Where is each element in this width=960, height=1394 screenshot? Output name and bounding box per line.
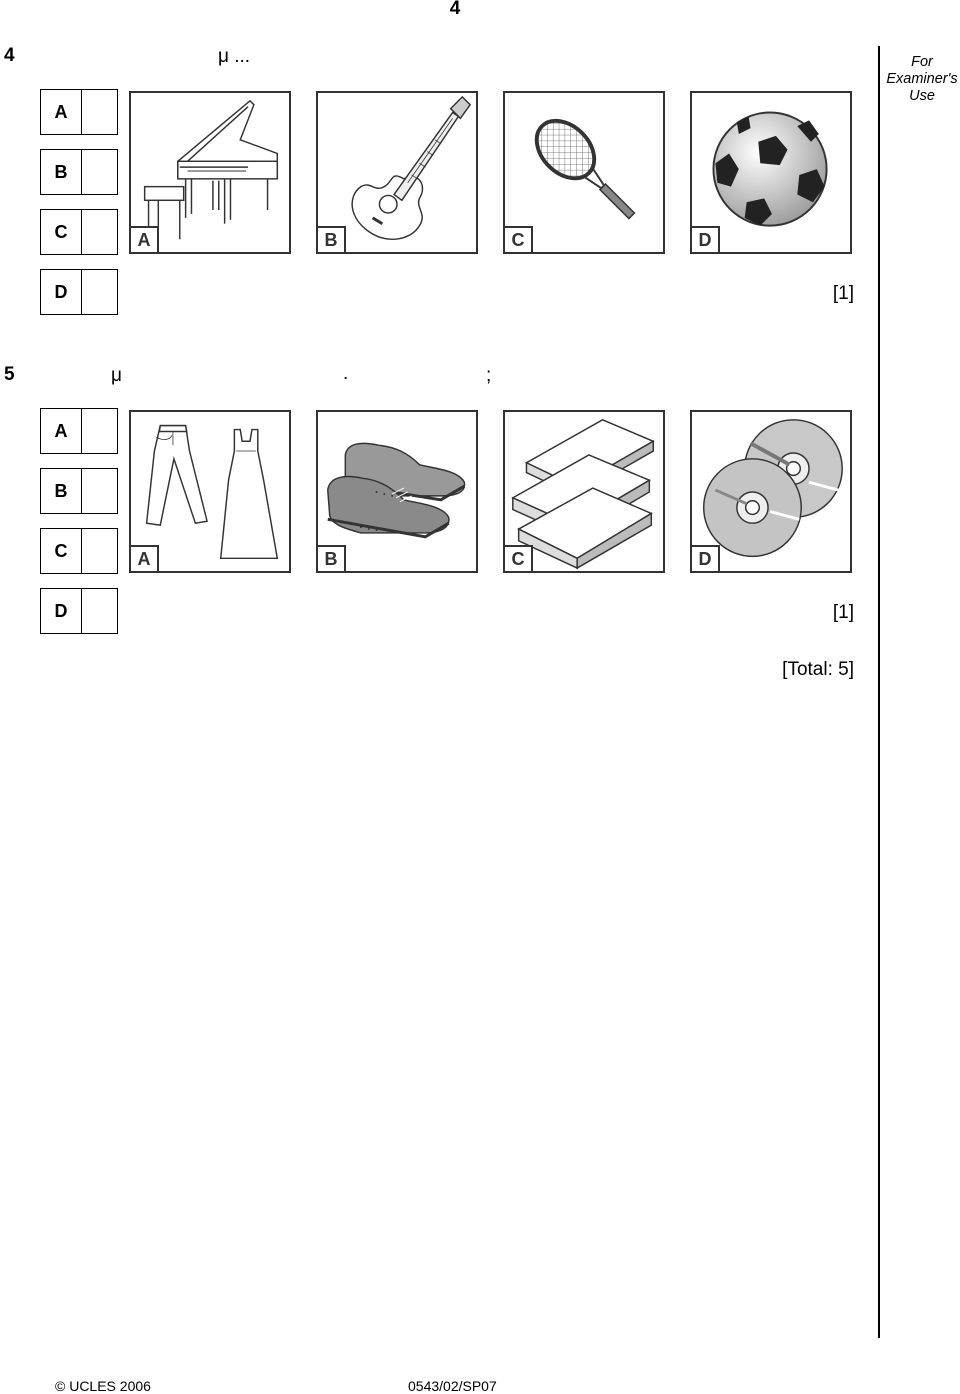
q5-picture-c <box>503 410 665 573</box>
q4-option-b[interactable] <box>40 149 118 195</box>
q4-picture-b-label: B <box>318 226 346 252</box>
q4-option-b-label: B <box>41 150 82 194</box>
q5-picture-a <box>129 410 291 573</box>
q5-option-d-tickbox[interactable] <box>82 589 117 633</box>
q4-option-d-label: D <box>41 270 82 314</box>
question-5-marks: [1] <box>832 602 854 623</box>
q4-picture-d <box>690 91 852 254</box>
question-5-number: 5 <box>4 364 15 385</box>
q4-picture-b <box>316 91 478 254</box>
page-number: 4 <box>449 0 461 19</box>
q5-picture-d-label: D <box>692 545 720 571</box>
q5-option-a-tickbox[interactable] <box>82 409 117 453</box>
question-5-text-part-1: μ <box>111 365 122 386</box>
question-4-text: μ ... <box>218 46 251 67</box>
q4-picture-a <box>129 91 291 254</box>
footer-copyright: © UCLES 2006 <box>55 1378 151 1394</box>
q4-option-a-tickbox[interactable] <box>82 90 117 134</box>
q5-picture-d <box>690 410 852 573</box>
question-5-text-part-2: . <box>343 363 349 384</box>
q4-picture-d-label: D <box>692 226 720 252</box>
q5-option-d[interactable] <box>40 588 118 634</box>
q4-option-b-tickbox[interactable] <box>82 150 117 194</box>
examiner-note-line-2: Examiner's <box>886 71 958 87</box>
q5-option-a[interactable] <box>40 408 118 454</box>
q5-picture-c-label: C <box>505 545 533 571</box>
q5-picture-a-label: A <box>131 545 159 571</box>
q4-option-d-tickbox[interactable] <box>82 270 117 314</box>
q5-option-d-label: D <box>41 589 82 633</box>
q4-option-d[interactable] <box>40 269 118 315</box>
q5-option-c-label: C <box>41 529 82 573</box>
q4-picture-c <box>503 91 665 254</box>
q4-option-c-label: C <box>41 210 82 254</box>
q5-option-b-label: B <box>41 469 82 513</box>
footer-paper-code: 0543/02/SP07 <box>408 1378 497 1394</box>
q4-option-c[interactable] <box>40 209 118 255</box>
question-4-number: 4 <box>4 45 15 66</box>
examiner-note-line-3: Use <box>909 88 935 104</box>
question-5-text-part-3: ; <box>486 365 492 386</box>
q5-option-c[interactable] <box>40 528 118 574</box>
q4-picture-a-label: A <box>131 226 159 252</box>
q5-picture-b-label: B <box>318 545 346 571</box>
q5-option-b-tickbox[interactable] <box>82 469 117 513</box>
examiner-note-line-1: For <box>911 54 933 70</box>
q4-option-a-label: A <box>41 90 82 134</box>
q4-picture-c-label: C <box>505 226 533 252</box>
q4-option-a[interactable] <box>40 89 118 135</box>
q5-option-a-label: A <box>41 409 82 453</box>
q4-option-c-tickbox[interactable] <box>82 210 117 254</box>
q5-option-c-tickbox[interactable] <box>82 529 117 573</box>
total-marks: [Total: 5] <box>782 659 854 680</box>
q5-picture-b <box>316 410 478 573</box>
q5-option-b[interactable] <box>40 468 118 514</box>
question-4-marks: [1] <box>832 283 854 304</box>
examiner-margin-line <box>878 46 880 1338</box>
examiner-use-note <box>880 54 960 105</box>
